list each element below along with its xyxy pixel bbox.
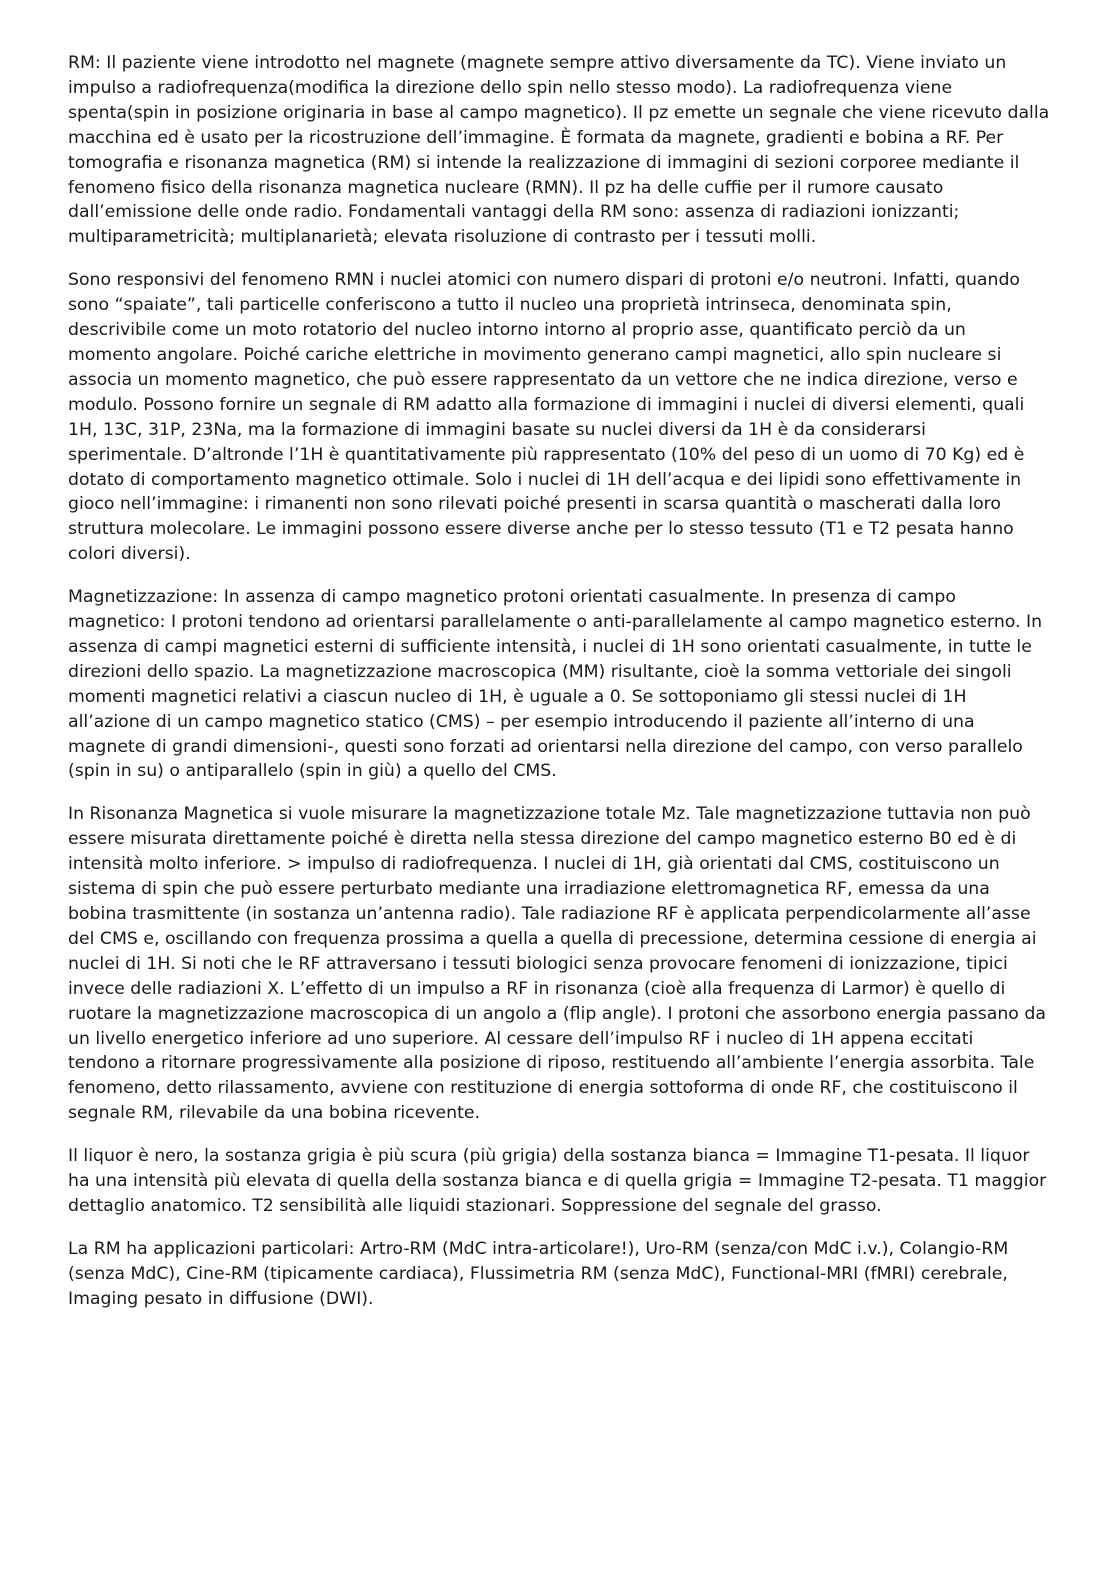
paragraph-magnetizzazione: Magnetizzazione: In assenza di campo magnetico protoni orientati casualmente. In presenza di campo magnetico: I protoni tendono ad orientarsi parallelamente o anti-parallelamente al campo magnetico esterno. In assenza di campi magnetici esterni di sufficiente intensità, i nuclei di 1H sono orientati casualmente, in tutte le direzioni dello spazio. La magnetizzazione macroscopica (MM) risultante, cioè la somma vettoriale dei singoli momenti magnetici relativi a ciascun nucleo di 1H, è uguale a 0. Se sottoponiamo gli stessi nuclei di 1H all’azione di un campo magnetico statico (CMS) – per esempio introducendo il paziente all’interno di una magnete di grandi dimensioni-, questi sono forzati ad orientarsi nella direzione del campo, con verso parallelo (spin in su) o antiparallelo (spin in giù) a quello del CMS. (68, 587, 1043, 782)
paragraph-t1-t2: Il liquor è nero, la sostanza grigia è più scura (più grigia) della sostanza bianca = Immagine T1-pesata. Il liquor ha una intensità più elevata di quella della sostanza bianca e di quella grigia = Immagine T2-pesata. T1 maggior dettaglio anatomico. T2 sensibilità alle liquidi stazionari. Soppressione del segnale del grasso. (68, 1146, 1047, 1216)
paragraph-risonanza: In Risonanza Magnetica si vuole misurare la magnetizzazione totale Mz. Tale magnetizzazione tuttavia non può essere misurata direttamente poiché è diretta nella stessa direzione del campo magnetico esterno B0 ed è di intensità molto inferiore. > impulso di radiofrequenza. I nuclei di 1H, già orientati dal CMS, costituiscono un sistema di spin che può essere perturbato mediante una irradiazione elettromagnetica RF, emessa da una bobina trasmittente (in sostanza un’antenna radio). Tale radiazione RF è applicata perpendicolarmente all’asse del CMS e, oscillando con frequenza prossima a quella a quella di precessione, determina cessione di energia ai nuclei di 1H. Si noti che le RF attraversano i tessuti biologici senza provocare fenomeni di ionizzazione, tipici invece delle radiazioni X. L’effetto di un impulso a RF in risonanza (cioè alla frequenza di Larmor) è quello di ruotare la magnetizzazione macroscopica di un angolo a (flip angle). I protoni che assorbono energia passano da un livello energetico inferiore ad uno superiore. Al cessare dell’impulso RF i nucleo di 1H appena eccitati tendono a ritornare progressivamente alla posizione di riposo, restituendo all’ambiente l’energia assorbita. Tale fenomeno, detto rilassamento, avviene con restituzione di energia sottoforma di onde RF, che costituiscono il segnale RM, rilevabile da una bobina ricevente. (68, 804, 1046, 1124)
document-page (68, 51, 1050, 1330)
paragraph-rm-intro: RM: Il paziente viene introdotto nel magnete (magnete sempre attivo diversamente da TC). Viene inviato un impulso a radiofrequenza(modifica la direzione dello spin nello stesso modo). La radiofrequenza viene spenta(spin in posizione originaria in base al campo magnetico). Il pz emette un segnale che viene ricevuto dalla macchina ed è usato per la ricostruzione dell’immagine. È formata da magnete, gradienti e bobina a RF. Per tomografia e risonanza magnetica (RM) si intende la realizzazione di immagini di sezioni corporee mediante il fenomeno fisico della risonanza magnetica nucleare (RMN). Il pz ha delle cuffie per il rumore causato dall’emissione delle onde radio. Fondamentali vantaggi della RM sono: assenza di radiazioni ionizzanti; multiparametricità; multiplanarietà; elevata risoluzione di contrasto per i tessuti molli. (68, 53, 1050, 248)
paragraph-spin: Sono responsivi del fenomeno RMN i nuclei atomici con numero dispari di protoni e/o neutroni. Infatti, quando sono “spaiate”, tali particelle conferiscono a tutto il nucleo una proprietà intrinseca, denominata spin, descrivibile come un moto rotatorio del nucleo intorno intorno al proprio asse, quantificato perciò da un momento angolare. Poiché cariche elettriche in movimento generano campi magnetici, allo spin nucleare si associa un momento magnetico, che può essere rappresentato da un vettore che ne indica direzione, verso e modulo. Possono fornire un segnale di RM adatto alla formazione di immagini i nuclei di diversi elementi, quali 1H, 13C, 31P, 23Na, ma la formazione di immagini basate su nuclei diversi da 1H è da considerarsi sperimentale. D’altronde l’1H è quantitativamente più rappresentato (10% del peso di un uomo di 70 Kg) ed è dotato di comportamento magnetico ottimale. Solo i nuclei di 1H dell’acqua e dei lipidi sono effettivamente in gioco nell’immagine: i rimanenti non sono rilevati poiché presenti in scarsa quantità o mascherati dalla loro struttura molecolare. Le immagini possono essere diverse anche per lo stesso tessuto (T1 e T2 pesata hanno colori diversi). (68, 270, 1025, 565)
paragraph-applicazioni: La RM ha applicazioni particolari: Artro-RM (MdC intra-articolare!), Uro-RM (senza/con MdC i.v.), Colangio-RM (senza MdC), Cine-RM (tipicamente cardiaca), Flussimetria RM (senza MdC), Functional-MRI (fMRI) cerebrale, Imaging pesato in diffusione (DWI). (68, 1238, 1009, 1309)
